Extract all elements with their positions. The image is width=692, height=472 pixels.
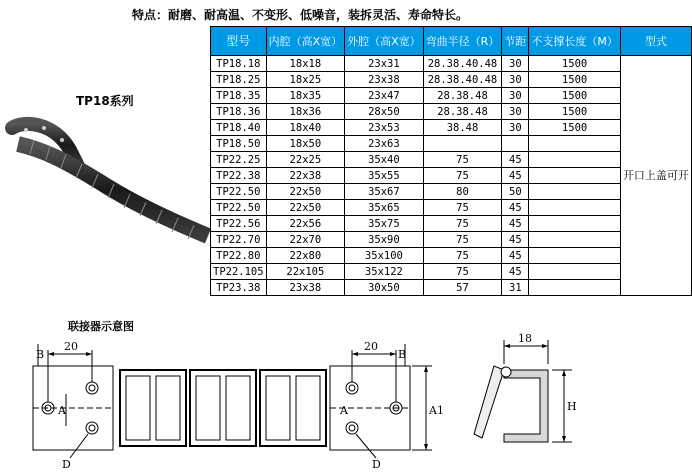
- cell-inner: 18x36: [266, 104, 345, 120]
- cell-unsupported: [529, 216, 621, 232]
- cell-inner: 22x25: [266, 152, 345, 168]
- cell-outer: 28x50: [345, 104, 424, 120]
- cell-radius: 75: [423, 152, 502, 168]
- cell-radius: 75: [423, 232, 502, 248]
- cell-inner: 23x38: [266, 280, 345, 296]
- table-row: [211, 56, 692, 72]
- right-hole-top: [346, 382, 358, 394]
- cell-pitch: 30: [502, 120, 529, 136]
- cell-outer: 35x100: [345, 248, 424, 264]
- cell-model: TP18.36: [211, 104, 267, 120]
- cell-outer: 35x67: [345, 184, 424, 200]
- cell-inner: 18x18: [266, 56, 345, 72]
- cell-model: TP22.56: [211, 216, 267, 232]
- cell-pitch: 45: [502, 232, 529, 248]
- right-hole-bottom: [346, 422, 358, 434]
- middle-link-3: [260, 370, 326, 446]
- cell-radius: 75: [423, 216, 502, 232]
- cell-model: TP22.80: [211, 248, 267, 264]
- col-header-pitch: 节距: [502, 27, 529, 56]
- cell-pitch: 30: [502, 104, 529, 120]
- cell-outer: 23x63: [345, 136, 424, 152]
- table-row: [211, 152, 692, 168]
- cell-radius: 28.38.40.48: [423, 72, 502, 88]
- cell-outer: 23x38: [345, 72, 424, 88]
- cell-inner: 18x25: [266, 72, 345, 88]
- cell-outer: 23x53: [345, 120, 424, 136]
- cell-unsupported: [529, 152, 621, 168]
- table-row: [211, 216, 692, 232]
- cell-unsupported: [529, 136, 621, 152]
- cell-unsupported: 1500: [529, 120, 621, 136]
- cell-outer: 35x75: [345, 216, 424, 232]
- table-row: [211, 232, 692, 248]
- left-pitch-label: 20: [64, 340, 78, 353]
- side-view-profile: [504, 370, 548, 442]
- cell-pitch: 30: [502, 56, 529, 72]
- cell-radius: 28.38.48: [423, 88, 502, 104]
- features-text: 特点：耐磨、耐高温、不变形、低噪音，装拆灵活、寿命特长。: [132, 8, 469, 22]
- col-header-outer: 外腔（高X宽）: [345, 27, 424, 56]
- cell-pitch: 45: [502, 168, 529, 184]
- cell-radius: 80: [423, 184, 502, 200]
- cell-unsupported: [529, 248, 621, 264]
- cell-radius: 28.38.48: [423, 104, 502, 120]
- right-label-d: D: [372, 458, 381, 471]
- right-pitch-label: 20: [364, 340, 378, 353]
- col-header-model: 型号: [211, 27, 267, 56]
- table-row: [211, 184, 692, 200]
- cell-unsupported: 1500: [529, 56, 621, 72]
- table-header-row: [211, 27, 692, 56]
- cell-pitch: 45: [502, 200, 529, 216]
- cell-model: TP22.38: [211, 168, 267, 184]
- cell-pitch: 30: [502, 88, 529, 104]
- left-label-d: D: [62, 458, 71, 471]
- left-hole-bottom: [86, 422, 98, 434]
- cell-inner: 18x50: [266, 136, 345, 152]
- cell-model: TP22.25: [211, 152, 267, 168]
- table-row: [211, 200, 692, 216]
- table-row: [211, 136, 692, 152]
- middle-link-2: [190, 370, 256, 446]
- cable-chain-image: [4, 110, 216, 260]
- table-row: [211, 88, 692, 104]
- cell-outer: 23x31: [345, 56, 424, 72]
- cell-pitch: 50: [502, 184, 529, 200]
- cell-inner: 22x38: [266, 168, 345, 184]
- cell-unsupported: 1500: [529, 104, 621, 120]
- col-header-radius: 弯曲半径（R）: [423, 27, 502, 56]
- connector-diagram: [0, 330, 600, 472]
- right-label-a1: A1: [429, 404, 444, 417]
- cell-inner: 22x56: [266, 216, 345, 232]
- cell-radius: 75: [423, 264, 502, 280]
- cell-inner: 22x70: [266, 232, 345, 248]
- table-row: [211, 104, 692, 120]
- cell-outer: 35x55: [345, 168, 424, 184]
- series-title: TP18系列: [76, 94, 134, 108]
- cell-pitch: [502, 136, 529, 152]
- table-row: [211, 248, 692, 264]
- cell-outer: 35x65: [345, 200, 424, 216]
- col-header-inner: 内腔（高X宽）: [266, 27, 345, 56]
- table-row: [211, 168, 692, 184]
- cell-model: TP22.105: [211, 264, 267, 280]
- table-row: [211, 264, 692, 280]
- side-view-cover: [474, 366, 504, 438]
- cell-inner: 22x105: [266, 264, 345, 280]
- cell-model: TP22.70: [211, 232, 267, 248]
- cell-radius: 75: [423, 168, 502, 184]
- left-label-b: B: [36, 348, 45, 361]
- diagram-title: 联接器示意图: [68, 320, 134, 333]
- cell-unsupported: [529, 184, 621, 200]
- cell-unsupported: [529, 168, 621, 184]
- cell-model: TP18.25: [211, 72, 267, 88]
- cell-outer: 23x47: [345, 88, 424, 104]
- left-label-a: A: [58, 404, 66, 417]
- cell-type: 开口上盖可开: [620, 56, 691, 296]
- cell-pitch: 45: [502, 216, 529, 232]
- cell-unsupported: 1500: [529, 72, 621, 88]
- side-width-label: 18: [518, 332, 532, 345]
- cell-radius: 28.38.40.48: [423, 56, 502, 72]
- table-row: [211, 72, 692, 88]
- cell-unsupported: [529, 232, 621, 248]
- cell-inner: 22x50: [266, 200, 345, 216]
- cell-radius: 75: [423, 200, 502, 216]
- cell-unsupported: [529, 200, 621, 216]
- table-row: [211, 120, 692, 136]
- cell-inner: 18x35: [266, 88, 345, 104]
- cell-unsupported: [529, 280, 621, 296]
- cell-radius: 38.48: [423, 120, 502, 136]
- col-header-unsupported: 不支撑长度（M）: [529, 27, 621, 56]
- cell-pitch: 31: [502, 280, 529, 296]
- cell-outer: 35x122: [345, 264, 424, 280]
- cell-model: TP18.35: [211, 88, 267, 104]
- cell-pitch: 30: [502, 72, 529, 88]
- col-header-type: 型式: [620, 27, 691, 56]
- cell-unsupported: 1500: [529, 88, 621, 104]
- cell-pitch: 45: [502, 248, 529, 264]
- cell-model: TP23.38: [211, 280, 267, 296]
- cell-unsupported: [529, 264, 621, 280]
- cell-inner: 22x80: [266, 248, 345, 264]
- cell-model: TP22.50: [211, 200, 267, 216]
- cell-inner: 22x50: [266, 184, 345, 200]
- cell-radius: 57: [423, 280, 502, 296]
- cell-inner: 18x40: [266, 120, 345, 136]
- cell-model: TP22.50: [211, 184, 267, 200]
- left-hole-top: [86, 382, 98, 394]
- cell-model: TP18.40: [211, 120, 267, 136]
- cell-model: TP18.18: [211, 56, 267, 72]
- spec-table: [210, 26, 692, 296]
- table-row: [211, 280, 692, 296]
- right-label-a: A: [340, 404, 348, 417]
- cell-outer: 35x40: [345, 152, 424, 168]
- cell-model: TP18.50: [211, 136, 267, 152]
- cell-pitch: 45: [502, 264, 529, 280]
- side-height-label: H: [567, 400, 577, 413]
- cell-outer: 35x90: [345, 232, 424, 248]
- cell-outer: 30x50: [345, 280, 424, 296]
- middle-link-1: [120, 370, 186, 446]
- cell-radius: [423, 136, 502, 152]
- right-label-b: B: [398, 348, 407, 361]
- cell-pitch: 45: [502, 152, 529, 168]
- cell-radius: 75: [423, 248, 502, 264]
